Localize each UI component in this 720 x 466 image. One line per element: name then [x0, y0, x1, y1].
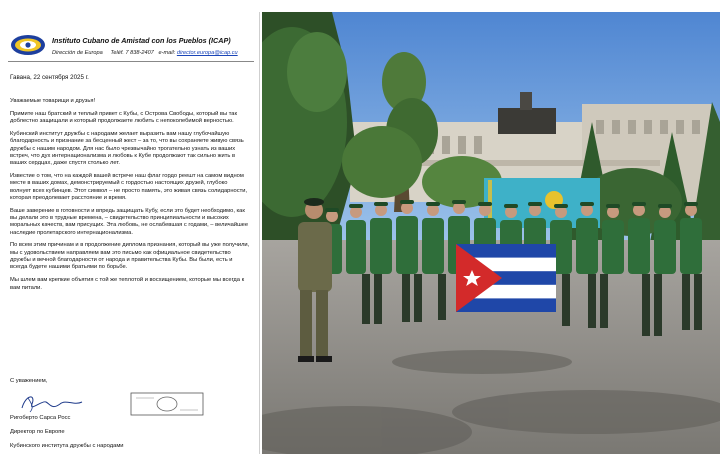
- direction-label: Dirección de Europa: [52, 50, 103, 56]
- handwritten-signature: [16, 390, 86, 416]
- header-divider: [8, 61, 254, 62]
- letter-paragraph: Ваше заверение в готовности и впредь защищать Кубу, если это будет необходимо, как вы делали это в трудные времена, – свидетельство принципиальности и высоких моральных качеств, вам присущих. Эта любовь, не ослабевшая с годами, – величайшее наследие пролетарского интернационализма.: [10, 207, 249, 236]
- icap-logo-icon: [10, 34, 46, 56]
- cuba-flag: [456, 244, 556, 312]
- organization-contacts: [52, 50, 238, 56]
- signer-name: Ригоберто Сарса Росс: [10, 415, 71, 421]
- letter-paragraph: Кубинский институт дружбы с народами желает выразить вам нашу глубочайшую благодарность и признание за бесценный жест – за то, что вы сохраняете живую связь дружбы с нашим народом. Для нас было чрезвычайно трогательно узнать из ваших встреч, что дух интернационализма и любовь к Кубе продолжают так сильно жить в ваших сердцах, даже спустя столько лет.: [10, 130, 244, 167]
- email-label: e-mail:: [158, 50, 176, 56]
- letter-greeting: Уважаемые товарищи и друзья!: [10, 98, 96, 104]
- organization-name: Instituto Cubano de Amistad con los Pueblos (ICAP): [52, 36, 231, 45]
- signer-organization: Кубинского института дружбы с народами: [10, 443, 124, 449]
- phone-label: Teléf. 7 838-2407: [110, 50, 154, 56]
- official-stamp: [130, 392, 204, 416]
- email-link[interactable]: director.europa@icap.cu: [176, 50, 238, 56]
- letter-document: [2, 12, 260, 454]
- screenshot-frame: [0, 12, 720, 454]
- letter-paragraph: Примите наш братский и теплый привет с Кубы, с Острова Свободы, который вы так доблестно защищали и который продолжаете любить с непоколебимой верностью.: [10, 110, 237, 125]
- photo-scene: [262, 12, 720, 454]
- signer-role: Директор по Европе: [10, 429, 65, 435]
- letter-body: [10, 98, 250, 297]
- letter-paragraph: Известие о том, что на каждой вашей встрече наш флаг гордо реешт на самом видном месте в ваших домах, демонстрируемый с гордостью настоящих друзей, глубоко волнует всех кубинцев. Этот символ – не просто память, это живая связь солидарности, которая преодолевает расстояние и время.: [10, 172, 248, 201]
- group-photo: [262, 12, 720, 454]
- letter-paragraph: Мы шлем вам крепкие объятия с той же теплотой и восхищением, которые мы всегда к вам питали.: [10, 277, 245, 291]
- letter-closing: С уважением,: [10, 378, 48, 384]
- letter-date: Гавана, 22 сентября 2025 г.: [10, 74, 89, 81]
- letter-paragraph: По всем этим причинам и в продолжение диплома признания, который вы уже получили, мы с удовольствием направляем вам это письмо как официальное свидетельство дружбы и вечной благодарности от народа и правительства Кубы. Вы были, есть и всегда будете нашими братьями по борьбе.: [10, 242, 250, 271]
